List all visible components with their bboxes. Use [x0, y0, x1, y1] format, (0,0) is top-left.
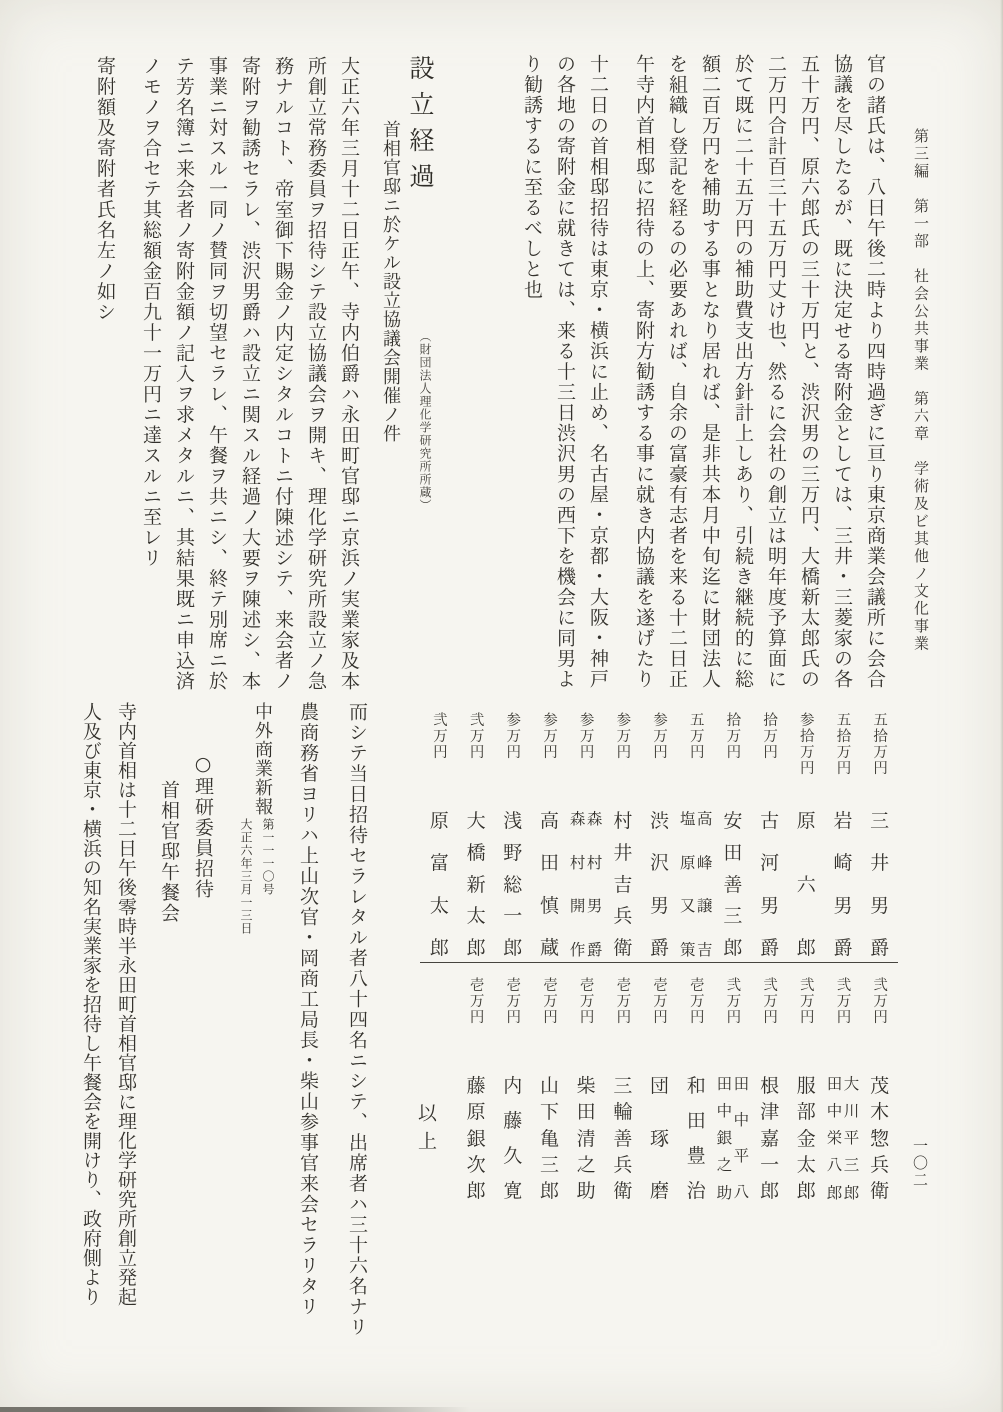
donation-amount: 参拾万円: [797, 712, 814, 776]
donor-name: 浅 野 総 一 郎: [503, 810, 523, 959]
donation-amount: 壱万円: [467, 977, 484, 1025]
donation-amount: 参万円: [577, 712, 594, 760]
source-note: （財団法人理化学研究所所蔵）: [418, 330, 432, 512]
donor-cell: [605, 977, 642, 1201]
donor-names: [649, 1077, 670, 1201]
donor-names: [796, 1077, 817, 1201]
news-date: 大正六年三月一三日: [239, 818, 253, 935]
donor-names: [869, 1077, 890, 1201]
news-note-lines: [290, 702, 375, 1402]
news-body-text: 寺内首相は十二日午後零時半永田町首相官邸に理化学研究所創立発起人及び東京・横浜の知名実業家を招待し午餐会を開けり、政府側より: [80, 702, 137, 1307]
donation-amount: 弐万円: [871, 977, 888, 1025]
donor-cell: [531, 712, 568, 958]
donation-amount: 壱万円: [651, 977, 668, 1025]
donor-name: 古 河 男 爵: [760, 810, 780, 959]
donation-amount: 弐万円: [724, 977, 741, 1025]
donor-name: 藤 原 銀 次 郎: [466, 1075, 486, 1202]
donor-name: 三 輪 善 兵 衛: [613, 1075, 633, 1202]
donor-names: [502, 1077, 523, 1201]
donor-name: 渋 沢 男 爵: [650, 810, 670, 959]
news-source-title: 中外商業新報: [252, 702, 273, 816]
donation-amount: 参万円: [504, 712, 521, 760]
donation-amount: 五拾万円: [834, 712, 851, 776]
donor-names: [612, 1077, 633, 1201]
donor-name: 原 富 太 郎: [429, 810, 449, 959]
donor-table-bottom-row: [420, 977, 898, 1201]
donor-name: 大 橋 新 太 郎: [466, 810, 486, 959]
donor-names: [429, 812, 450, 958]
donor-name: 和 田 豊 治: [686, 1075, 706, 1202]
paragraph-line: 十二日の首相邸招待は東京・横浜に止め、名古屋・京都・大阪・神戸の各地の寄附金に就きては、来る十三日渋沢男の西下を機会に同男より勧誘するに至るべしと也: [521, 54, 609, 690]
donation-amount: 弐万円: [834, 977, 851, 1025]
donor-cell: [751, 977, 788, 1201]
news-subheadline: 首相官邸午餐会: [158, 780, 180, 924]
page-number: 一〇二: [911, 1138, 929, 1189]
donor-cell: [715, 977, 752, 1201]
donation-amount: 壱万円: [614, 977, 631, 1025]
donor-cell: [678, 977, 715, 1201]
donor-table: [420, 712, 898, 1201]
donor-name: 田 中 平 八: [733, 1075, 750, 1202]
donation-amount: 弐万円: [797, 977, 814, 1025]
donation-amount: 参万円: [614, 712, 631, 760]
donor-cell: [494, 712, 531, 958]
donor-name: 村 井 吉 兵 衛: [613, 810, 633, 959]
donor-cell: [458, 977, 495, 1201]
donor-names: [716, 1077, 750, 1201]
donor-cell: [861, 712, 898, 958]
donor-cell: [715, 712, 752, 958]
paragraph-line: 官の諸氏は、八日午後二時より四時過ぎに亘り東京商業会議所に会合協議を尽したるが、既に決定せる寄附金としては、三井・三菱家の各五十万円、原六郎氏の三十万円と、渋沢男の三万円、大橋新太郎氏の二万円合計百三十五万円丈け也、然るに会社の創立は明年度予算面に於て既に二十五万円の補助費支出方針計上しあり、引続き継続的に総額二百万円を補助する事となり居れば、是非共本月中旬迄に財団法人を組織し登記を経るの必要あれば、自余の富豪有志者を来る十二日正午寺内首相邸に招待の上、寄附方勧誘する事に就き内協議を遂げたり: [633, 54, 886, 690]
donor-names: [466, 812, 487, 958]
donor-cell: [458, 712, 495, 958]
donation-amount: 壱万円: [540, 977, 557, 1025]
donation-amount: 壱万円: [687, 977, 704, 1025]
section-subtitle: 首相官邸ニ於ケル設立協議会開催ノ件: [380, 120, 401, 443]
donor-name: 山 下 亀 三 郎: [539, 1075, 559, 1202]
donor-name: 大 川 平 三 郎: [843, 1075, 860, 1202]
donor-names: [649, 812, 670, 958]
donor-names: [539, 812, 560, 958]
donation-amount: 弐万円: [430, 712, 447, 760]
donor-cell: [494, 977, 531, 1201]
donation-amount: 参万円: [540, 712, 557, 760]
news-issue-date: [237, 818, 277, 935]
donor-name: 服 部 金 太 郎: [796, 1075, 816, 1202]
donor-names: [576, 1077, 597, 1201]
donor-names: [759, 1077, 780, 1201]
donation-amount: 弐万円: [761, 977, 778, 1025]
donation-amount: 壱万円: [504, 977, 521, 1025]
donor-names: [686, 1077, 707, 1201]
paragraph-line: 農商務省ヨリハ上山次官・岡商工局長・柴山参事官来会セラリタリ: [297, 702, 319, 1317]
donor-cell: [568, 977, 605, 1201]
donor-name: 岩 崎 男 爵: [833, 810, 853, 959]
donor-table-closing: 以上: [415, 1103, 437, 1159]
donor-names: [502, 812, 523, 958]
scan-artifact-bottom-edge: [0, 1407, 470, 1412]
donation-amount: 参万円: [651, 712, 668, 760]
donor-names: [569, 812, 603, 958]
donor-name: 柴 田 清 之 助: [576, 1075, 596, 1202]
section-title: 設立経過: [406, 55, 435, 199]
donation-amount: 弐万円: [467, 712, 484, 760]
donor-names: [796, 812, 817, 958]
donor-name: 三 井 男 爵: [870, 810, 890, 959]
donor-cell: [861, 977, 898, 1201]
news-issue: 第一一一〇号: [261, 818, 275, 896]
donor-names: [832, 812, 853, 958]
donor-table-rule: [420, 962, 898, 963]
donor-names: [612, 812, 633, 958]
donor-name: 根 津 嘉 一 郎: [760, 1075, 780, 1202]
donor-cell: [605, 712, 642, 958]
paragraph-line: 而シテ当日招待セラレタル者八十四名ニシテ、出席者ハ三十六名ナリ: [346, 702, 368, 1338]
donor-cell: [531, 977, 568, 1201]
donor-table-top-row: [420, 712, 898, 958]
donor-names: [759, 812, 780, 958]
donor-names: [826, 1077, 860, 1201]
donation-amount: 五万円: [687, 712, 704, 760]
donor-cell: [678, 712, 715, 958]
donor-name: 原 六 郎: [796, 810, 816, 959]
donor-name: 高 田 慎 蔵: [539, 810, 559, 959]
donor-name: 安 田 善 三 郎: [723, 810, 743, 959]
paragraph-line: 寄附額及寄附者氏名左ノ如シ: [94, 56, 116, 323]
donor-names: [539, 1077, 560, 1201]
news-headline: ○理研委員招待: [192, 753, 214, 900]
donor-names: [679, 812, 713, 958]
donor-name: 茂 木 惣 兵 衛: [870, 1075, 890, 1202]
running-head: 第三編 第一部 社会公共事業 第六章 学術及ビ其他ノ文化事業: [912, 128, 930, 653]
donor-cell: [788, 977, 825, 1201]
donor-names: [869, 812, 890, 958]
donor-names: [722, 812, 743, 958]
donor-name: 内 藤 久 寛: [503, 1075, 523, 1202]
donor-names: [466, 1077, 487, 1201]
donor-cell: [788, 712, 825, 958]
news-body: [73, 702, 143, 1314]
donor-name: 団 琢 磨: [650, 1075, 670, 1202]
donor-name: 塩 原 又 策: [679, 810, 696, 959]
section-paragraphs: [88, 56, 365, 698]
donor-cell: [825, 977, 862, 1201]
donor-name: 森 村 男 爵: [586, 810, 603, 959]
donation-amount: 拾万円: [724, 712, 741, 760]
donor-cell: [421, 712, 458, 958]
donor-cell: [751, 712, 788, 958]
donor-name: 田 中 銀 之 助: [716, 1075, 733, 1202]
donor-cell: [825, 712, 862, 958]
intro-paragraphs: [515, 54, 891, 696]
paragraph-line: 大正六年三月十二日正午、寺内伯爵ハ永田町官邸ニ京浜ノ実業家及本所創立常務委員ヲ招待シテ設立協議会ヲ開キ、理化学研究所設立ノ急務ナルコト、帝室御下賜金ノ内定シタルコトニ付陳述シテ、来会者ノ寄附ヲ勧誘セラレ、渋沢男爵ハ設立ニ関スル経過ノ大要ヲ陳述シ、本事業ニ対スル一同ノ賛同ヲ切望セラレ、午餐ヲ共ニシ、終テ別席ニ於テ芳名簿ニ来会者ノ寄附金額ノ記入ヲ求メタルニ、其結果既ニ申込済ノモノヲ合セテ其総額金百九十一万円ニ達スルニ至レリ: [140, 56, 360, 692]
donor-name: 森 村 開 作: [569, 810, 586, 959]
donor-cell: [568, 712, 605, 958]
donor-name: 田 中 栄 八 郎: [826, 1075, 843, 1202]
donation-amount: 拾万円: [761, 712, 778, 760]
donation-amount: 五拾万円: [871, 712, 888, 776]
donor-cell: [641, 977, 678, 1201]
donor-name: 高 峰 譲 吉: [696, 810, 713, 959]
donor-cell: [641, 712, 678, 958]
donation-amount: 壱万円: [577, 977, 594, 1025]
